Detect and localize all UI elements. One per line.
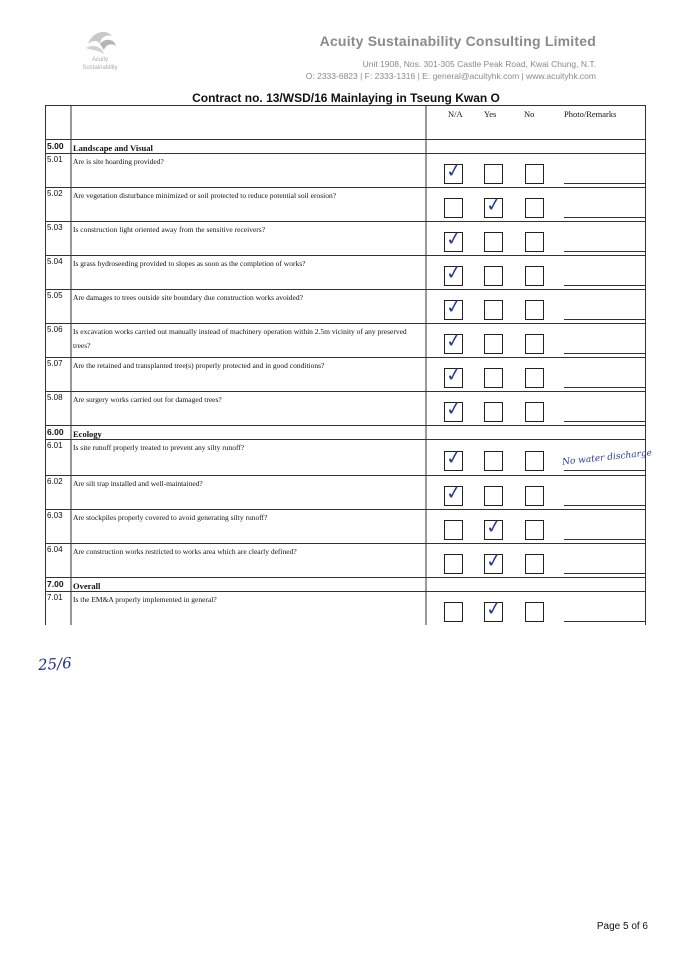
item-question: Is grass hydroseeding provided to slopes as soon as the completion of works? xyxy=(73,259,306,268)
checkbox-no[interactable] xyxy=(525,368,544,388)
item-number: 6.04 xyxy=(47,545,63,554)
item-number: 5.01 xyxy=(47,155,63,164)
logo-caption: Acuity Sustainability xyxy=(82,57,118,71)
col-header-no: No xyxy=(524,109,535,119)
checkbox-na[interactable] xyxy=(444,520,463,540)
checkbox-na[interactable] xyxy=(444,260,464,286)
remarks-line[interactable] xyxy=(564,285,646,286)
checkbox-no[interactable] xyxy=(525,520,544,540)
item-number: 5.03 xyxy=(47,223,63,232)
item-question: Is excavation works carried out manually instead of machinery operation within 2.5m vicinity of any preserved trees? xyxy=(73,327,407,350)
checkbox-yes[interactable] xyxy=(484,266,503,286)
checkbox-no[interactable] xyxy=(525,232,544,252)
checkbox-na[interactable] xyxy=(444,294,464,320)
item-question: Are the retained and transplanted tree(s) properly protected and in good conditions? xyxy=(73,361,325,370)
item-number: 5.06 xyxy=(47,325,63,334)
checkbox-na[interactable] xyxy=(444,198,463,218)
checklist-table xyxy=(45,105,653,625)
remarks-line[interactable] xyxy=(564,353,646,354)
checkbox-yes[interactable] xyxy=(484,402,503,422)
checklist-row xyxy=(45,509,646,543)
item-number: 5.07 xyxy=(47,359,63,368)
remarks-line[interactable] xyxy=(564,470,646,471)
checkbox-yes[interactable] xyxy=(484,548,504,574)
check-mark-icon: ✓ xyxy=(484,548,504,574)
section-number: 5.00 xyxy=(47,141,64,151)
check-mark-icon: ✓ xyxy=(444,226,464,252)
checkbox-yes[interactable] xyxy=(484,300,503,320)
checklist-row xyxy=(45,153,646,187)
contract-title: Contract no. 13/WSD/16 Mainlaying in Tseung Kwan O xyxy=(192,91,500,105)
checkbox-no[interactable] xyxy=(525,554,544,574)
remarks-line[interactable] xyxy=(564,505,646,506)
checkbox-na[interactable] xyxy=(444,362,464,388)
check-mark-icon: ✓ xyxy=(484,514,504,540)
check-mark-icon: ✓ xyxy=(444,294,464,320)
item-number: 6.01 xyxy=(47,441,63,450)
checkbox-na[interactable] xyxy=(444,445,464,471)
remarks-line[interactable] xyxy=(564,421,646,422)
remarks-line[interactable] xyxy=(564,217,646,218)
checklist-row xyxy=(45,439,653,475)
checkbox-yes[interactable] xyxy=(484,334,503,354)
item-question: Are surgery works carried out for damaged trees? xyxy=(73,395,222,404)
checklist-row xyxy=(45,591,646,625)
checkbox-yes[interactable] xyxy=(484,368,503,388)
checkbox-yes[interactable] xyxy=(484,164,503,184)
check-mark-icon: ✓ xyxy=(444,480,464,506)
item-question: Are silt trap installed and well-maintained? xyxy=(73,479,203,488)
item-question: Are construction works restricted to works area which are clearly defined? xyxy=(73,547,297,556)
checklist-row xyxy=(45,543,646,577)
checkbox-na[interactable] xyxy=(444,158,464,184)
item-number: 5.05 xyxy=(47,291,63,300)
remarks-line[interactable] xyxy=(564,539,646,540)
item-number: 5.08 xyxy=(47,393,63,402)
checkbox-no[interactable] xyxy=(525,300,544,320)
handwritten-date-note: 25/6 xyxy=(37,653,73,675)
col-header-remarks: Photo/Remarks xyxy=(564,109,617,119)
letterhead xyxy=(0,0,692,90)
checkbox-no[interactable] xyxy=(525,486,544,506)
remarks-line[interactable] xyxy=(564,319,646,320)
item-number: 5.04 xyxy=(47,257,63,266)
checkbox-no[interactable] xyxy=(525,198,544,218)
checkbox-no[interactable] xyxy=(525,164,544,184)
checklist-row xyxy=(45,187,646,221)
page-number: Page 5 of 6 xyxy=(596,921,648,932)
check-mark-icon: ✓ xyxy=(444,328,464,354)
section-title: Landscape and Visual xyxy=(73,143,153,153)
remarks-line[interactable] xyxy=(564,621,646,622)
check-mark-icon: ✓ xyxy=(444,396,464,422)
check-mark-icon: ✓ xyxy=(444,260,464,286)
checkbox-no[interactable] xyxy=(525,602,544,622)
item-number: 6.03 xyxy=(47,511,63,520)
checkbox-yes[interactable] xyxy=(484,451,503,471)
checklist-row xyxy=(45,323,646,357)
checklist-row xyxy=(45,357,646,391)
checklist-row xyxy=(45,289,646,323)
item-question: Is site runoff properly treated to prevent any silty runoff? xyxy=(73,443,245,452)
check-mark-icon: ✓ xyxy=(444,362,464,388)
contact-line: O: 2333-6823 | F: 2333-1316 | E: general@acuityhk.com | www.acuityhk.com xyxy=(305,71,596,81)
section-number: 6.00 xyxy=(47,427,64,437)
item-question: Are damages to trees outside site boundary due construction works avoided? xyxy=(73,293,303,302)
checkbox-no[interactable] xyxy=(525,266,544,286)
checkbox-yes[interactable] xyxy=(484,192,504,218)
col-header-yes: Yes xyxy=(484,109,497,119)
remarks-line[interactable] xyxy=(564,387,646,388)
item-number: 5.02 xyxy=(47,189,63,198)
checkbox-na[interactable] xyxy=(444,328,464,354)
checkbox-no[interactable] xyxy=(525,334,544,354)
check-mark-icon: ✓ xyxy=(444,158,464,184)
company-name: Acuity Sustainability Consulting Limited xyxy=(319,33,596,49)
check-mark-icon: ✓ xyxy=(484,596,504,622)
section-header-row xyxy=(45,577,646,591)
remarks-line[interactable] xyxy=(564,183,646,184)
checkbox-na[interactable] xyxy=(444,554,463,574)
checkbox-na[interactable] xyxy=(444,226,464,252)
checkbox-yes[interactable] xyxy=(484,232,503,252)
checkbox-no[interactable] xyxy=(525,402,544,422)
check-mark-icon: ✓ xyxy=(484,192,504,218)
check-mark-icon: ✓ xyxy=(444,445,464,471)
item-question: Are is site hoarding provided? xyxy=(73,157,164,166)
checklist-row xyxy=(45,255,646,289)
checkbox-na[interactable] xyxy=(444,480,464,506)
remarks-line[interactable] xyxy=(564,573,646,574)
item-number: 7.01 xyxy=(47,593,63,602)
col-header-na: N/A xyxy=(448,109,463,119)
checklist-row xyxy=(45,221,646,255)
section-title: Ecology xyxy=(73,429,102,439)
section-number: 7.00 xyxy=(47,579,64,589)
checkbox-yes[interactable] xyxy=(484,596,504,622)
item-question: Is the EM&A properly implemented in general? xyxy=(73,595,217,604)
address-line: Unit 1908, Nos. 301-305 Castle Peak Road, Kwai Chung, N.T. xyxy=(362,59,596,69)
checkbox-yes[interactable] xyxy=(484,514,504,540)
item-question: Is construction light oriented away from the sensitive receivers? xyxy=(73,225,266,234)
remarks-line[interactable] xyxy=(564,251,646,252)
company-address xyxy=(306,58,596,82)
section-header-row xyxy=(45,425,646,439)
item-number: 6.02 xyxy=(47,477,63,486)
item-question: Are vegetation disturbance minimized or soil protected to reduce potential soil erosion? xyxy=(73,191,337,200)
checklist-row xyxy=(45,475,646,509)
checkbox-na[interactable] xyxy=(444,602,463,622)
section-header-row xyxy=(45,139,646,153)
checkbox-na[interactable] xyxy=(444,396,464,422)
item-question: Are stockpiles properly covered to avoid generating silty runoff? xyxy=(73,513,268,522)
section-title: Overall xyxy=(73,581,101,591)
checklist-row xyxy=(45,391,646,425)
checkbox-no[interactable] xyxy=(525,451,544,471)
checkbox-yes[interactable] xyxy=(484,486,503,506)
handwritten-remark: No water discharge xyxy=(561,448,653,468)
